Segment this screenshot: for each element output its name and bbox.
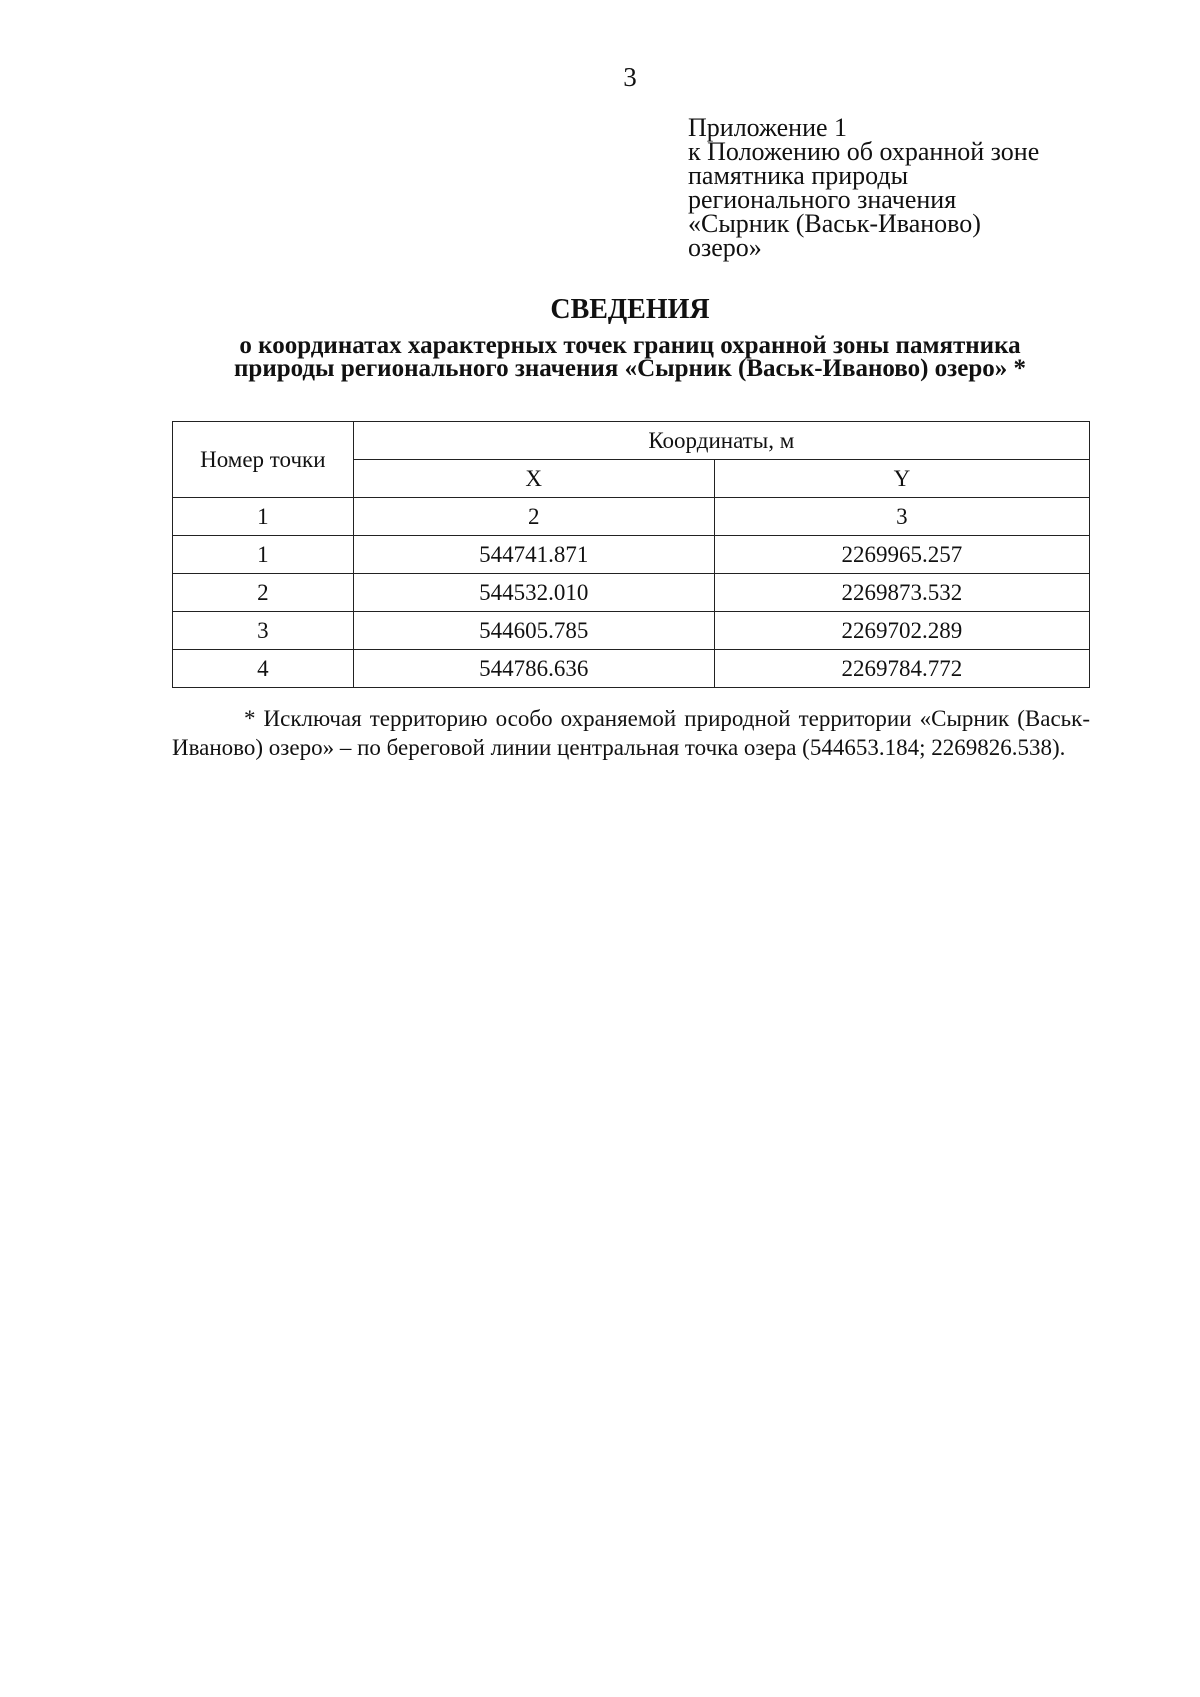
cell-y: 2269965.257 [714,536,1089,574]
document-subtitle [170,334,1090,380]
cell-y: 2269702.289 [714,612,1089,650]
cell-point: 3 [173,612,354,650]
table-header-row [173,422,1090,460]
appendix-line: памятника природы [688,161,909,190]
cell-point: 4 [173,650,354,688]
appendix-line: озеро» [688,233,762,262]
column-number: 2 [353,498,714,536]
header-x: X [353,460,714,498]
table-row [173,574,1090,612]
cell-y: 2269873.532 [714,574,1089,612]
subtitle-line: природы регионального значения «Сырник (Васьк-Иваново) озеро» * [234,355,1026,382]
coordinates-table [172,421,1090,688]
header-point-number: Номер точки [173,422,354,498]
cell-x: 544532.010 [353,574,714,612]
cell-x: 544605.785 [353,612,714,650]
cell-y: 2269784.772 [714,650,1089,688]
header-y: Y [714,460,1089,498]
footnote: * Исключая территорию особо охраняемой природной территории «Сырник (Васьк-Иваново) озеро» – по береговой линии центральная точка озера (544653.184; 2269826.538). [172,706,1090,760]
table-row [173,536,1090,574]
table-row [173,650,1090,688]
cell-x: 544741.871 [353,536,714,574]
page-number: 3 [623,62,637,92]
appendix-line: регионального значения [688,185,957,214]
header-coordinates: Координаты, м [353,422,1089,460]
column-number: 3 [714,498,1089,536]
column-numbering-row [173,498,1090,536]
table-row [173,612,1090,650]
cell-x: 544786.636 [353,650,714,688]
cell-point: 2 [173,574,354,612]
column-number: 1 [173,498,354,536]
appendix-header [688,113,1108,262]
cell-point: 1 [173,536,354,574]
appendix-line: «Сырник (Васьк-Иваново) [688,209,981,238]
subtitle-line: о координатах характерных точек границ охранной зоны памятника [239,332,1021,359]
document-title: СВЕДЕНИЯ [550,294,710,325]
appendix-line: к Положению об охранной зоне [688,137,1040,166]
appendix-line: Приложение 1 [688,113,848,142]
